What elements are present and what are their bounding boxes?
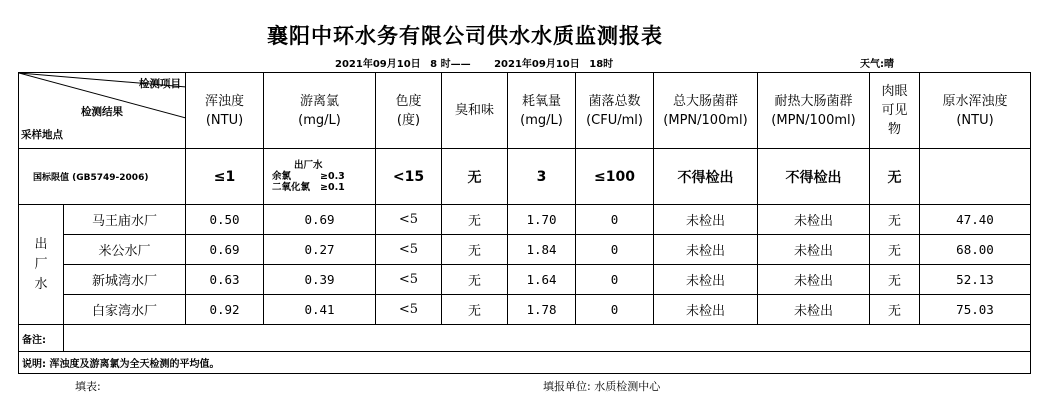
cell-odor: 无 (442, 265, 508, 295)
limit-oxygen: 3 (508, 149, 576, 205)
limit-odor: 无 (442, 149, 508, 205)
cell-visible: 无 (870, 265, 920, 295)
cell-oxygen: 1.64 (508, 265, 576, 295)
cell-color: <5 (376, 295, 442, 325)
cell-thermo-coliform: 未检出 (758, 205, 870, 235)
cell-turbidity: 0.69 (186, 235, 264, 265)
end-time: 18时 (589, 59, 614, 70)
start-time: 8 时—— (430, 59, 471, 70)
limit-turbidity: ≤1 (186, 149, 264, 205)
cell-visible: 无 (870, 235, 920, 265)
filler-label: 填表: (75, 380, 101, 393)
cell-oxygen: 1.70 (508, 205, 576, 235)
cell-oxygen: 1.84 (508, 235, 576, 265)
cell-turbidity: 0.92 (186, 295, 264, 325)
limit-chlorine-residual-label: 余氯 (272, 171, 292, 182)
limit-raw-turbidity (920, 149, 1031, 205)
cell-color: <5 (376, 205, 442, 235)
cell-thermo-coliform: 未检出 (758, 235, 870, 265)
table-row (19, 235, 1031, 265)
header-corner (19, 73, 186, 149)
start-date: 2021年09月10日 (335, 59, 421, 70)
report-dateline (335, 55, 619, 70)
col-header-color: 色度 (度) (376, 73, 442, 149)
limit-chlorine-dioxide-value: ≥0.1 (320, 182, 345, 193)
cell-visible: 无 (870, 295, 920, 325)
cell-thermo-coliform: 未检出 (758, 295, 870, 325)
cell-oxygen: 1.78 (508, 295, 576, 325)
col-header-odor: 臭和味 (442, 73, 508, 149)
corner-item-label: 检测项目 (139, 78, 181, 90)
plant-name: 新城湾水厂 (64, 265, 186, 295)
cell-colony: 0 (576, 265, 654, 295)
report-unit: 填报单位: 水质检测中心 (543, 380, 661, 393)
limit-chlorine (264, 149, 376, 205)
limit-colony: ≤100 (576, 149, 654, 205)
water-quality-table (18, 72, 1031, 374)
limit-name: 国标限值 (GB5749-2006) (19, 149, 186, 205)
limit-row (19, 149, 1031, 205)
cell-chlorine: 0.69 (264, 205, 376, 235)
cell-raw-turbidity: 75.03 (920, 295, 1031, 325)
plant-name: 米公水厂 (64, 235, 186, 265)
cell-colony: 0 (576, 295, 654, 325)
weather-label: 天气:晴 (860, 59, 894, 70)
plant-name: 白家湾水厂 (64, 295, 186, 325)
col-header-thermo-coliform: 耐热大肠菌群 (MPN/100ml) (758, 73, 870, 149)
table-row (19, 295, 1031, 325)
cell-odor: 无 (442, 295, 508, 325)
cell-raw-turbidity: 68.00 (920, 235, 1031, 265)
table-row (19, 265, 1031, 295)
col-header-raw-turbidity: 原水浑浊度 (NTU) (920, 73, 1031, 149)
cell-turbidity: 0.63 (186, 265, 264, 295)
limit-color: <15 (376, 149, 442, 205)
report-title: 襄阳中环水务有限公司供水水质监测报表 (267, 23, 663, 48)
cell-odor: 无 (442, 235, 508, 265)
cell-coliform: 未检出 (654, 205, 758, 235)
col-header-chlorine: 游离氯 (mg/L) (264, 73, 376, 149)
cell-coliform: 未检出 (654, 265, 758, 295)
limit-chlorine-title: 出厂水 (294, 160, 323, 171)
col-header-coliform: 总大肠菌群 (MPN/100ml) (654, 73, 758, 149)
col-header-turbidity: 浑浊度 (NTU) (186, 73, 264, 149)
remarks-field[interactable] (64, 325, 1031, 352)
cell-visible: 无 (870, 205, 920, 235)
cell-coliform: 未检出 (654, 295, 758, 325)
end-date: 2021年09月10日 (494, 59, 580, 70)
corner-site-label: 采样地点 (21, 129, 63, 141)
limit-chlorine-dioxide-label: 二氧化氯 (272, 182, 311, 193)
cell-odor: 无 (442, 205, 508, 235)
limit-thermo-coliform: 不得检出 (758, 149, 870, 205)
explanation-text: 说明: 浑浊度及游离氯为全天检测的平均值。 (19, 352, 1031, 374)
cell-raw-turbidity: 47.40 (920, 205, 1031, 235)
limit-visible: 无 (870, 149, 920, 205)
limit-coliform: 不得检出 (654, 149, 758, 205)
corner-result-label: 检测结果 (81, 106, 123, 118)
cell-chlorine: 0.41 (264, 295, 376, 325)
cell-coliform: 未检出 (654, 235, 758, 265)
col-header-colony: 菌落总数 (CFU/ml) (576, 73, 654, 149)
header-row (19, 73, 1031, 149)
cell-chlorine: 0.39 (264, 265, 376, 295)
limit-chlorine-residual-value: ≥0.3 (320, 171, 345, 182)
remarks-label: 备注: (19, 325, 64, 352)
col-header-visible: 肉眼 可见 物 (870, 73, 920, 149)
cell-colony: 0 (576, 205, 654, 235)
cell-colony: 0 (576, 235, 654, 265)
cell-color: <5 (376, 235, 442, 265)
cell-chlorine: 0.27 (264, 235, 376, 265)
cell-color: <5 (376, 265, 442, 295)
cell-turbidity: 0.50 (186, 205, 264, 235)
remarks-row (19, 325, 1031, 352)
table-row (19, 205, 1031, 235)
plant-name: 马王庙水厂 (64, 205, 186, 235)
cell-raw-turbidity: 52.13 (920, 265, 1031, 295)
explanation-row (19, 352, 1031, 374)
col-header-oxygen: 耗氧量 (mg/L) (508, 73, 576, 149)
cell-thermo-coliform: 未检出 (758, 265, 870, 295)
outlet-water-label: 出 厂 水 (19, 205, 64, 325)
